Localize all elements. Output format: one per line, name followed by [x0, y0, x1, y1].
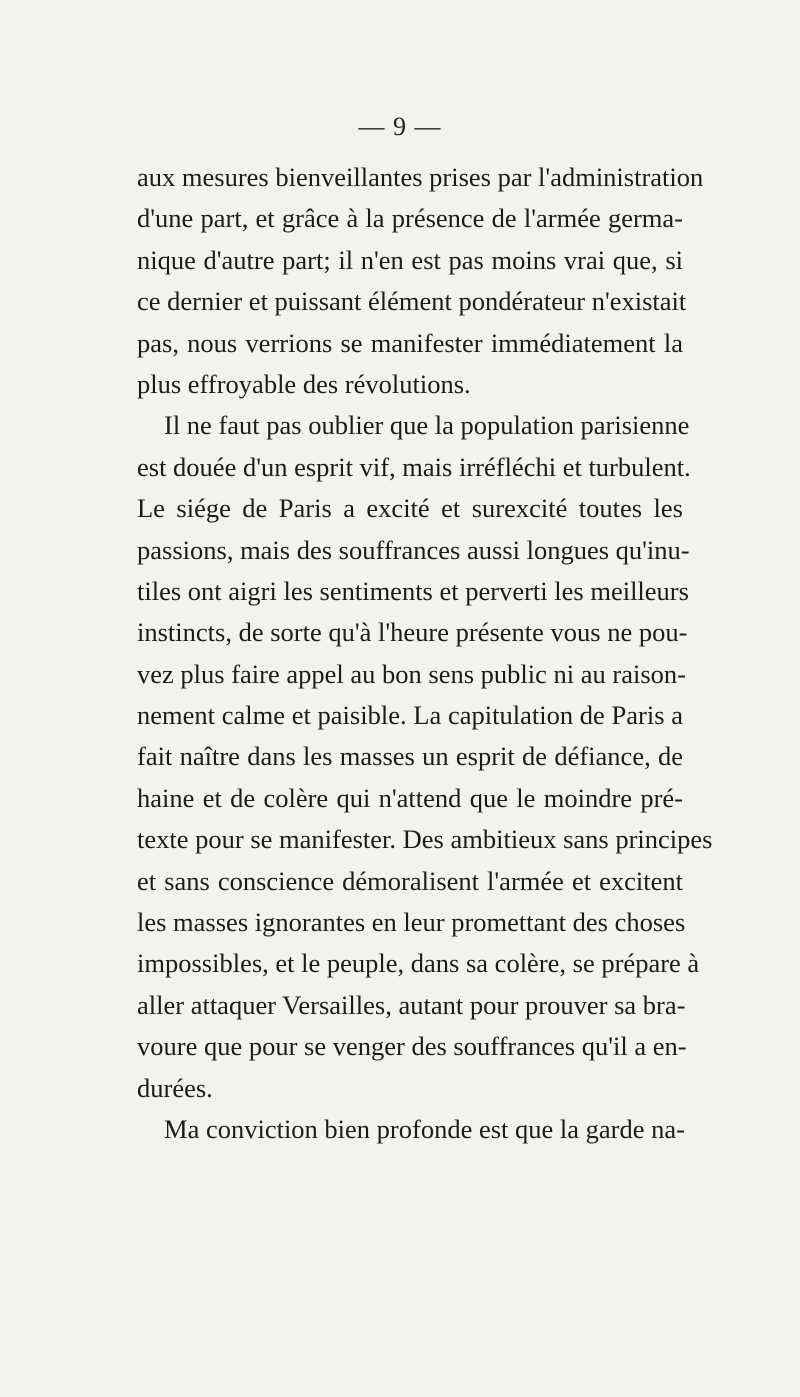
text-line: voure que pour se venger des souffrances qu'il a en-	[137, 1031, 687, 1062]
text-line: aller attaquer Versailles, autant pour prouver sa bra-	[137, 989, 686, 1020]
text-line: durées.	[137, 1072, 213, 1103]
text-line: impossibles, et le peuple, dans sa colère, se prépare à	[137, 948, 700, 979]
text-line: fait naître dans les masses un esprit de défiance, de	[137, 741, 683, 772]
text-line: ce dernier et puissant élément pondérateur n'existait	[137, 286, 687, 317]
page-number: — 9 —	[358, 112, 442, 141]
text-line: plus effroyable des révolutions.	[137, 368, 471, 399]
text-line: passions, mais des souffrances aussi longues qu'inu-	[137, 534, 690, 565]
text-line: texte pour se manifester. Des ambitieux sans principes	[137, 824, 713, 855]
text-line: tiles ont aigri les sentiments et perverti les meilleurs	[137, 575, 689, 606]
text-line: haine et de colère qui n'attend que le moindre pré-	[137, 782, 683, 813]
text-line: nement calme et paisible. La capitulation de Paris a	[137, 700, 683, 731]
text-line: et sans conscience démoralisent l'armée et excitent	[137, 865, 683, 896]
text-line: les masses ignorantes en leur promettant des choses	[137, 907, 686, 938]
text-line: est douée d'un esprit vif, mais irréfléchi et turbulent.	[137, 451, 691, 482]
text-line: Le siége de Paris a excité et surexcité toutes les	[137, 493, 683, 524]
text-line: nique d'autre part; il n'en est pas moins vrai que, si	[137, 244, 683, 275]
text-line: Il ne faut pas oublier que la population parisienne	[164, 410, 690, 441]
text-line: pas, nous verrions se manifester immédiatement la	[137, 327, 683, 358]
text-line: Ma conviction bien profonde est que la garde na-	[164, 1113, 685, 1144]
text-line: instincts, de sorte qu'à l'heure présente vous ne pou-	[137, 617, 688, 648]
text-line: vez plus faire appel au bon sens public ni au raison-	[137, 658, 686, 689]
body-text	[137, 157, 713, 1150]
text-line: d'une part, et grâce à la présence de l'armée germa-	[137, 203, 683, 234]
text-line: aux mesures bienveillantes prises par l'administration	[137, 162, 704, 192]
